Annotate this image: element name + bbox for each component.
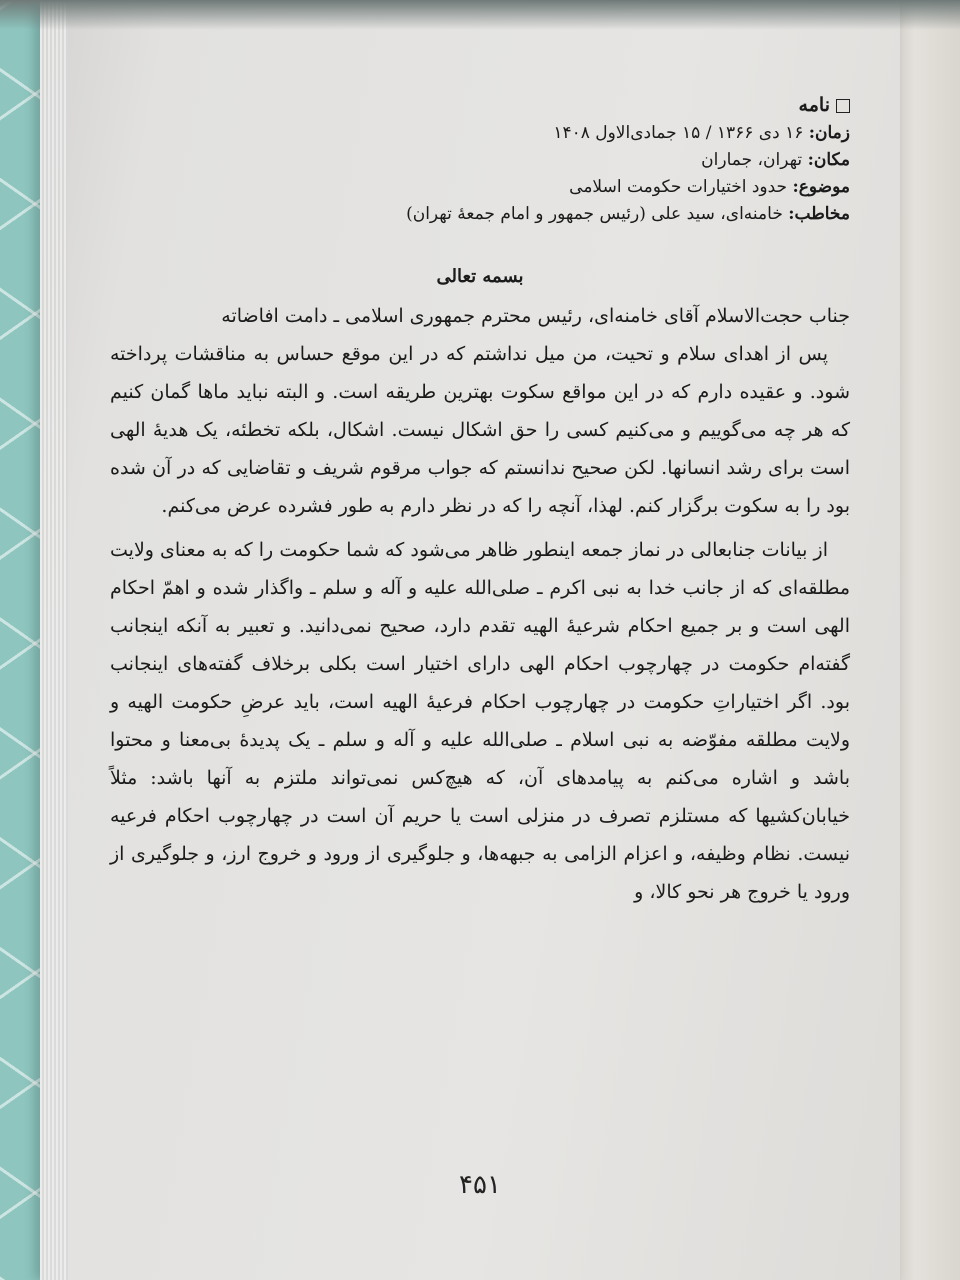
- meta-addressee: [110, 201, 850, 228]
- meta-time: [110, 120, 850, 147]
- paragraph-2: از بیانات جنابعالی در نماز جمعه اینطور ظاهر می‌شود که شما حکومت را که به معنای ولایت مطلقه‌ای که از جانب خدا به نبی اکرم ـ صلی‌الله علیه و آله و سلم ـ واگذار شده و اهمّ احکام الهی است و بر جمیع احکام شرعیهٔ الهیه تقدم دارد، صحیح نمی‌دانید. و تعبیر به آنکه اینجانب گفته‌ام حکومت در چهارچوب احکام الهی دارای اختیار است بکلی برخلاف گفته‌های اینجانب بود. اگر اختیاراتِ حکومت در چهارچوب احکام فرعیهٔ الهیه است، باید عرضِ حکومت الهیه و ولایت مطلقه مفوّضه به نبی اسلام ـ صلی‌الله علیه و آله و سلم ـ یک پدیدهٔ بی‌معنا و محتوا باشد و اشاره می‌کنم به پیامدهای آن، که هیچ‌کس نمی‌تواند ملتزم به آنها باشد: مثلاً خیابان‌کشیها که مستلزم تصرف در منزلی است یا حریم آن است در چهارچوب احکام فرعیه نیست. نظام وظیفه، و اعزام الزامی به جبهه‌ها، و جلوگیری از ورود و خروج ارز، و جلوگیری از ورود یا خروج هر نحو کالا، و: [110, 539, 850, 903]
- meta-addressee-value: خامنه‌ای، سید علی (رئیس جمهور و امام جمعهٔ تهران): [406, 204, 783, 224]
- meta-subject-key: موضوع:: [792, 177, 850, 197]
- checkbox-square-icon: [836, 99, 850, 113]
- salutation: جناب حجت‌الاسلام آقای خامنه‌ای، رئیس محترم جمهوری اسلامی ـ دامت افاضاته: [221, 305, 850, 327]
- top-shadow: [0, 0, 960, 30]
- meta-addressee-key: مخاطب:: [788, 204, 850, 224]
- page-content: [110, 90, 850, 911]
- page-edges: [40, 0, 68, 1280]
- meta-subject: [110, 174, 850, 201]
- page-number: ۴۵۱: [459, 1170, 501, 1200]
- meta-time-value: ۱۶ دی ۱۳۶۶ / ۱۵ جمادی‌الاول ۱۴۰۸: [553, 123, 804, 143]
- meta-time-key: زمان:: [808, 123, 850, 143]
- letter-title: بسمه تعالی: [436, 266, 524, 287]
- meta-place-key: مکان:: [807, 150, 850, 170]
- meta-place-value: تهران، جماران: [701, 150, 803, 170]
- meta-place: [110, 147, 850, 174]
- section-label: نامه: [798, 94, 830, 116]
- paragraph-1: پس از اهدای سلام و تحیت، من میل نداشتم که در این موقع حساس به مناقشات پرداخته شود. و عقیده دارم که در این مواقع سکوت بهترین طریقه است. و البته نباید ماها گمان کنیم که هر چه می‌گوییم و می‌کنیم کسی را حق اشکال نیست. اشکال، بلکه تخطئه، یک هدیهٔ الهی است برای رشد انسانها. لکن صحیح ندانستم که جواب مرقوم شریف و تقاضایی که در آن شده بود را به سکوت برگزار کنم. لهذا، آنچه را که در نظر دارم به طور فشرده عرض می‌کنم.: [110, 343, 850, 517]
- section-heading: [110, 90, 850, 120]
- meta-subject-value: حدود اختیارات حکومت اسلامی: [569, 177, 788, 197]
